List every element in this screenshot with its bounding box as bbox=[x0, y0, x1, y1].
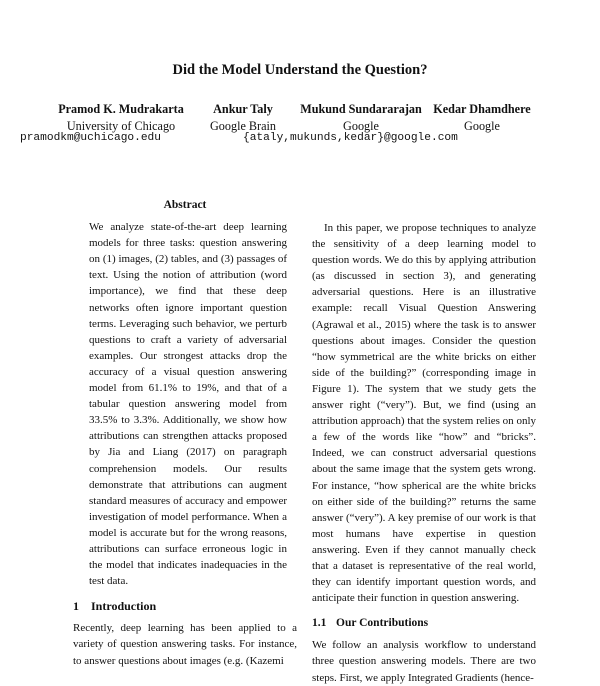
section-heading bbox=[73, 598, 297, 614]
subsection-paragraph: We follow an analysis workflow to understand three question answering models. There are two steps. First, we apply Integrated Gradients (hence- bbox=[312, 639, 536, 684]
abstract-heading: Abstract bbox=[163, 199, 207, 211]
subsection-title: Our Contributions bbox=[336, 617, 429, 630]
left-column bbox=[73, 197, 297, 669]
author-name: Mukund Sundararajan bbox=[300, 102, 422, 116]
subsection-heading bbox=[312, 615, 536, 631]
right-column bbox=[312, 220, 536, 686]
section-title: Introduction bbox=[91, 599, 157, 614]
author-affiliation: Google Brain bbox=[209, 119, 276, 133]
author-affiliation: Google bbox=[343, 119, 379, 133]
intro-paragraph: Recently, deep learning has been applied to a variety of question answering tasks. For instance, to answer questions about images (e.g. (Kazemi bbox=[73, 622, 297, 667]
author-affiliation: Google bbox=[464, 119, 500, 133]
author-name: Ankur Taly bbox=[213, 102, 273, 116]
abstract-text: We analyze state-of-the-art deep learning models for three tasks: question answering on (1) images, (2) tables, and (3) passages of text. Using the notion of attribution (word importance), we find that these deep networks often ignore important question terms. Leveraging such behavior, we perturb questions to craft a variety of adversarial examples. Our strongest attacks drop the accuracy of a visual question answering model from 61.1% to 19%, and that of a tabular question answering model from 33.5% to 3.3%. Additionally, we show how attributions can strengthen attacks proposed by Jia and Liang (2017) on paragraph comprehension models. Our results demonstrate that attributions can augment standard measures of accuracy and empower investigation of model performance. When a model is accurate but for the wrong reasons, attributions can surface erroneous logic in the model that indicates inadequacies in the test data. bbox=[89, 221, 287, 588]
author-email: pramodkm@uchicago.edu bbox=[20, 132, 161, 144]
author-block-2 bbox=[198, 101, 288, 135]
paper-title: Did the Model Understand the Question? bbox=[172, 62, 428, 78]
author-email-group: {ataly,mukunds,kedar}@google.com bbox=[243, 132, 458, 144]
author-name: Pramod K. Mudrakarta bbox=[58, 102, 184, 116]
subsection-number: 1.1 bbox=[312, 617, 327, 630]
author-block-1 bbox=[50, 101, 192, 135]
author-name: Kedar Dhamdhere bbox=[433, 102, 531, 116]
section-number: 1 bbox=[73, 599, 79, 614]
author-affiliation: University of Chicago bbox=[66, 119, 176, 133]
body-paragraph: In this paper, we propose techniques to analyze the sensitivity of a deep learning model to question words. We do this by applying attribution (as discussed in section 3), and generating adversarial questions. Here is an illustrative example: recall Visual Question Answering (Agrawal et al., 2015) where the task is to answer questions about images. Consider the question “how symmetrical are the white bricks on either side of the building?” (corresponding image in Figure 1). The system that we study gets the answer right (“very”). But, we find (using an attribution approach) that the system relies on only a few of the words like “how” and “bricks”. Indeed, we can construct adversarial questions about the same image that the system gets wrong. For instance, “how spherical are the white bricks on either side of the building?” returns the same answer (“very”). A key premise of our work is that most humans have expertise in question answering. Even if they cannot manually check that a dataset is representative of the real world, they can identify important question words, and anticipate their function in question answering. bbox=[312, 222, 536, 605]
author-block-4 bbox=[428, 101, 536, 135]
author-block-3 bbox=[296, 101, 426, 135]
